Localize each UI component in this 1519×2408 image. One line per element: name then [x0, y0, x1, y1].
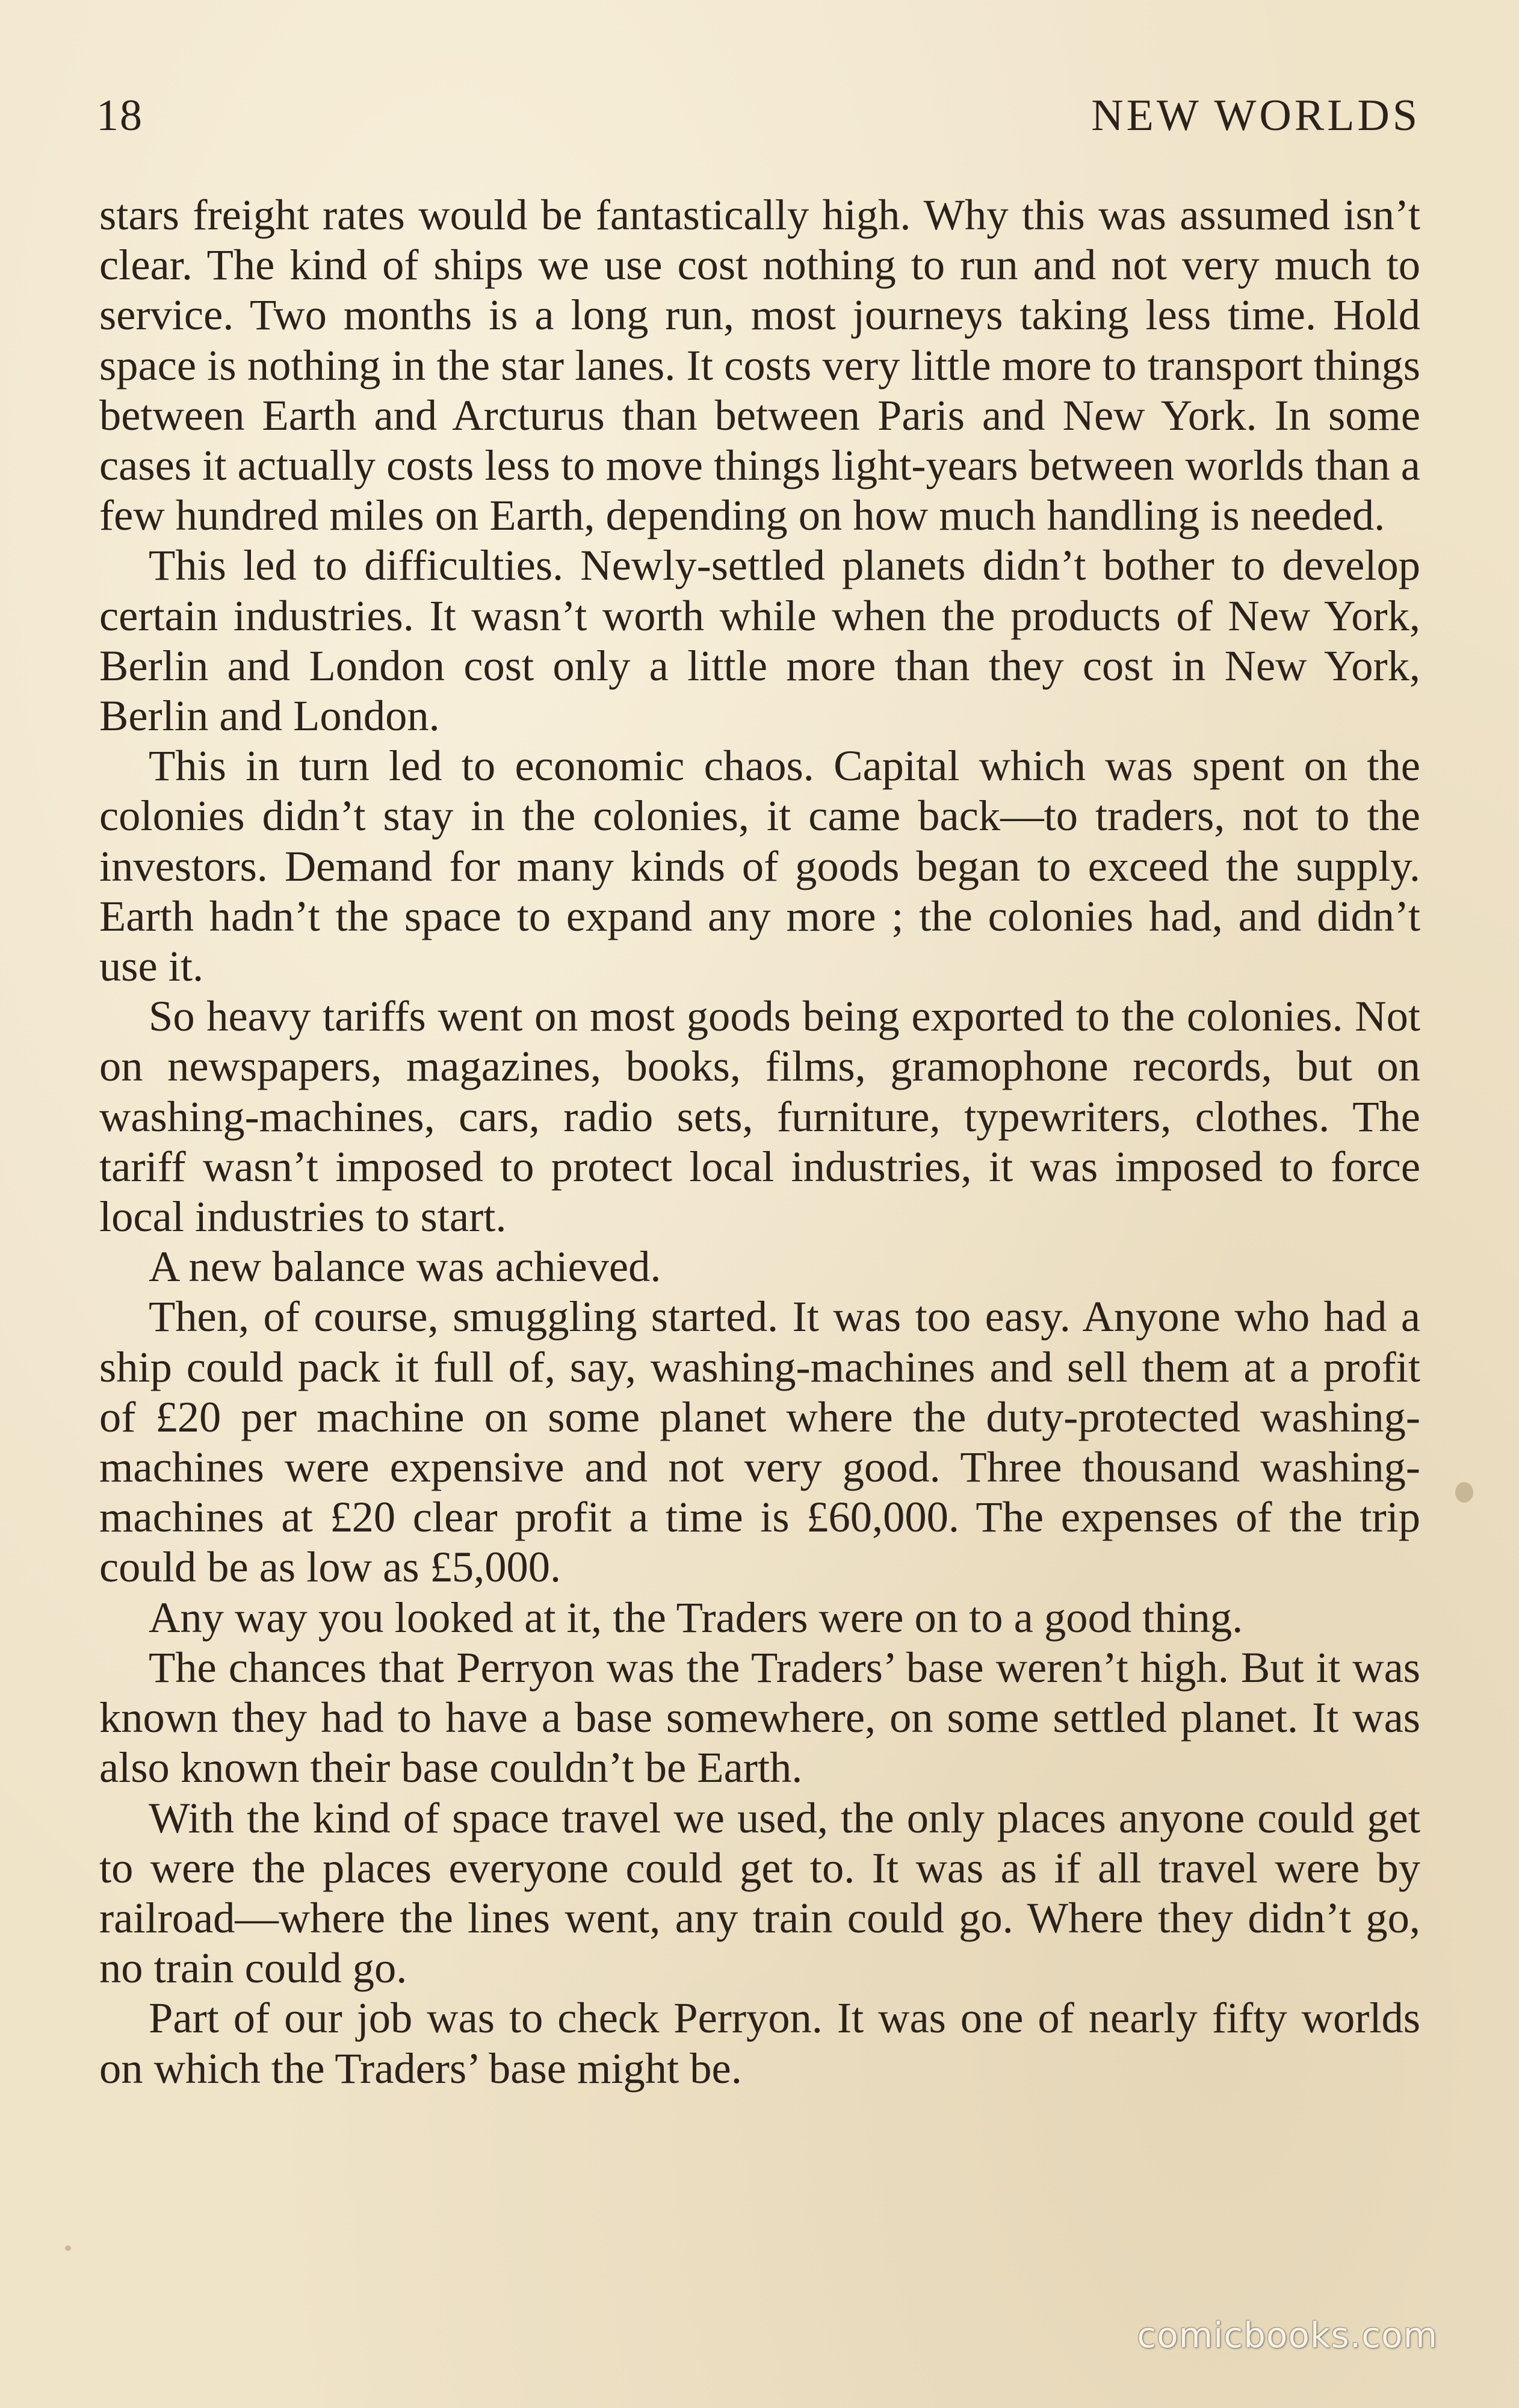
- running-head: [96, 90, 1420, 157]
- paragraph: So heavy tariffs went on most goods being exported to the colonies. Not on newspapers, magazines, books, films, gramophone records, but on washing-machines, cars, radio sets, furniture, typewriters, clothes. The tariff wasn’t imposed to protect local industries, it was imposed to force local industries to start.: [99, 991, 1420, 1241]
- book-title: NEW WORLDS: [1091, 91, 1420, 140]
- body-text: [99, 190, 1420, 2093]
- paragraph: This led to difficulties. Newly-settled planets didn’t bother to develop certain industries. It wasn’t worth while when the products of New York, Berlin and London cost only a little more than they cost in New York, Berlin and London.: [99, 541, 1420, 740]
- paragraph: Any way you looked at it, the Traders were on to a good thing.: [149, 1592, 1243, 1642]
- page-number: 18: [96, 91, 143, 140]
- watermark: comicbooks.com: [1137, 2315, 1438, 2356]
- paragraph: Part of our job was to check Perryon. It was one of nearly fifty worlds on which the Traders’ base might be.: [99, 1993, 1420, 2093]
- paper-speck: [1455, 1482, 1473, 1503]
- paper-speck: [65, 2245, 71, 2251]
- paragraph: Then, of course, smuggling started. It was too easy. Anyone who had a ship could pack it full of, say, washing-machines and sell them at a profit of £20 per machine on some planet where the duty-protected washing-machines were expensive and not very good. Three thousand washing-machines at £20 clear profit a time is £60,000. The expenses of the trip could be as low as £5,000.: [99, 1292, 1420, 1592]
- paragraph: This in turn led to economic chaos. Capital which was spent on the colonies didn’t stay in the colonies, it came back—to traders, not to the investors. Demand for many kinds of goods began to exceed the supply. Earth hadn’t the space to expand any more ; the colonies had, and didn’t use it.: [99, 741, 1420, 991]
- paragraph: A new balance was achieved.: [149, 1242, 661, 1291]
- paragraph: The chances that Perryon was the Traders’ base weren’t high. But it was known they had to have a base somewhere, on some settled planet. It was also known their base couldn’t be Earth.: [99, 1642, 1420, 1792]
- paragraph: stars freight rates would be fantastically high. Why this was assumed isn’t clear. The kind of ships we use cost nothing to run and not very much to service. Two months is a long run, most journeys taking less time. Hold space is nothing in the star lanes. It costs very little more to transport things between Earth and Arcturus than between Paris and New York. In some cases it actually costs less to move things light-years between worlds than a few hundred miles on Earth, depending on how much handling is needed.: [99, 190, 1420, 540]
- paragraph: With the kind of space travel we used, the only places anyone could get to were the places everyone could get to. It was as if all travel were by railroad—where the lines went, any train could go. Where they didn’t go, no train could go.: [99, 1793, 1420, 1993]
